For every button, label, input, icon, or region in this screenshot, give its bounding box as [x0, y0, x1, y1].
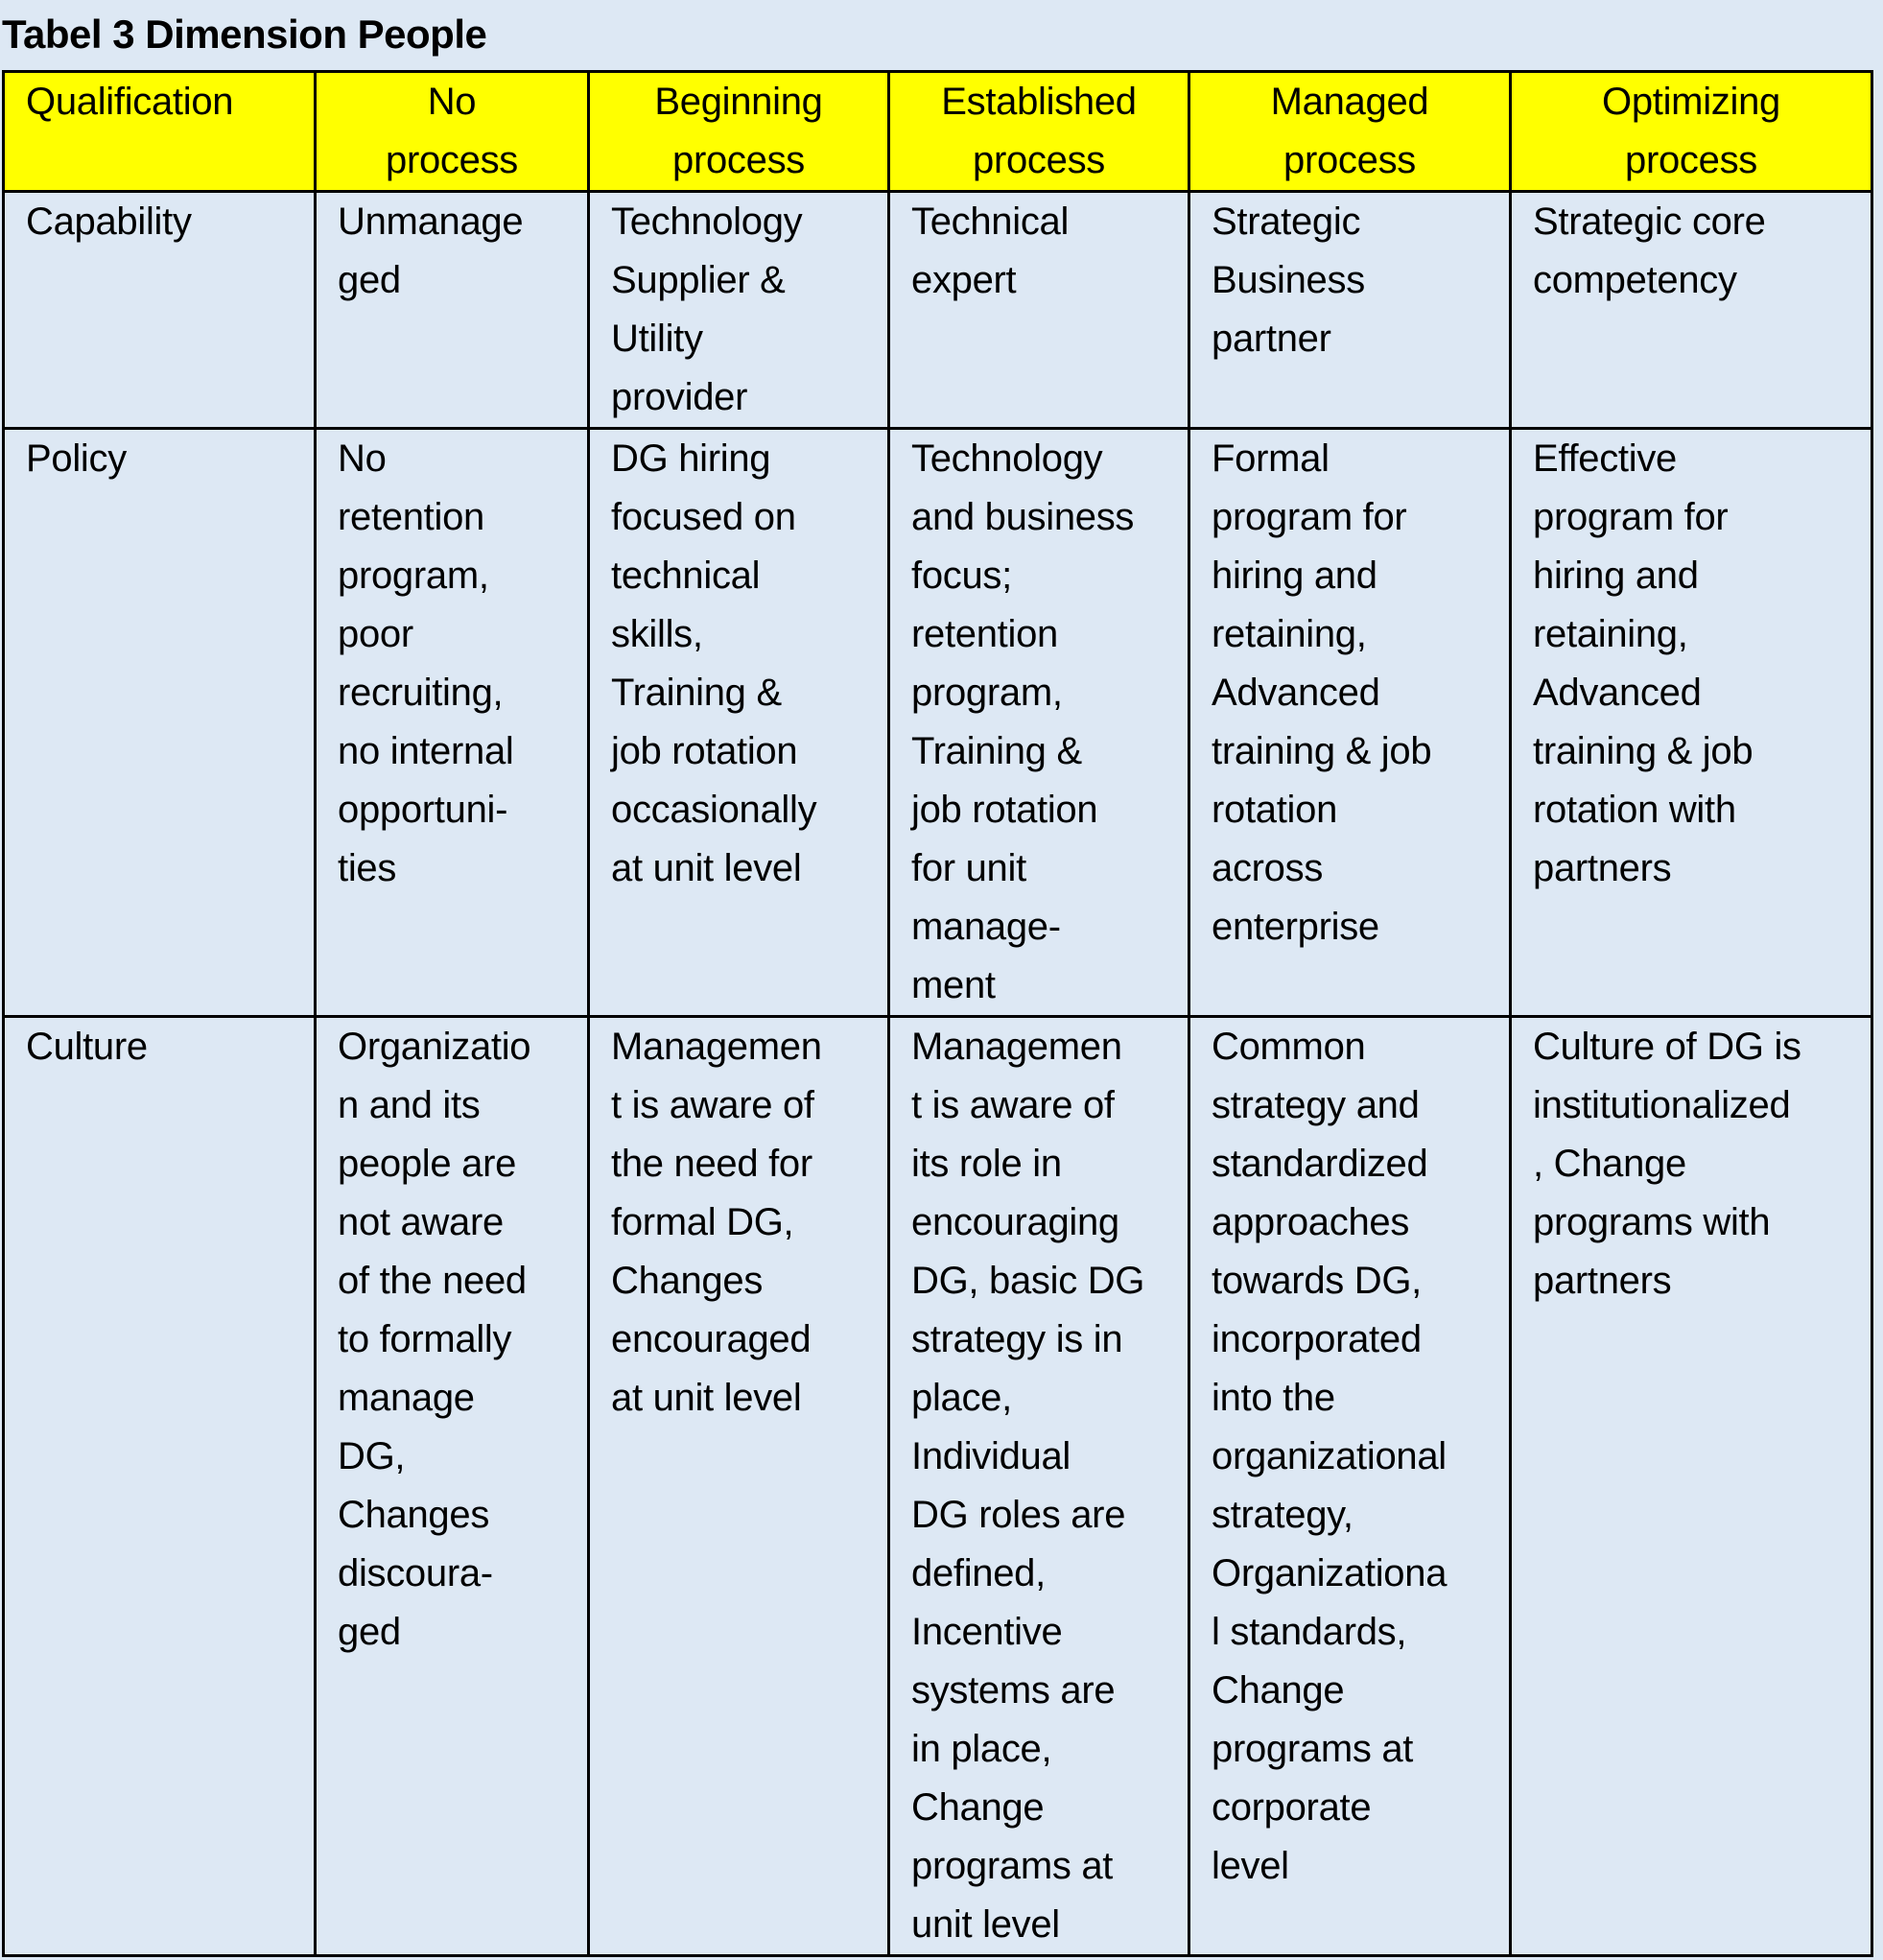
header-row	[4, 72, 1872, 192]
cell-text-line: job rotation	[911, 789, 1098, 831]
cell-text-line: No	[427, 81, 477, 123]
cell-culture-beginning	[589, 1017, 889, 1956]
table-row-culture	[4, 1017, 1872, 1956]
cell-policy-optimizing	[1511, 429, 1872, 1017]
cell-text-line: Individual	[911, 1435, 1071, 1477]
cell-culture-managed	[1189, 1017, 1511, 1956]
cell-text-line: partners	[1533, 1260, 1672, 1302]
cell-capability-established	[889, 192, 1189, 429]
cell-text-line: Qualification	[26, 81, 234, 123]
cell-text-line: process	[973, 139, 1105, 181]
cell-text-line: no internal	[338, 730, 514, 772]
cell-text-line: hiring and	[1212, 555, 1377, 597]
cell-text-line: Effective	[1533, 437, 1677, 480]
cell-text-line: l standards,	[1212, 1611, 1407, 1653]
cell-text-line: systems are	[911, 1669, 1116, 1712]
cell-text-line: program,	[338, 555, 489, 597]
cell-text-line: technical	[611, 555, 761, 597]
row-label-culture: Culture	[4, 1017, 316, 1956]
cell-text-line: organizational	[1212, 1435, 1447, 1477]
cell-text-line: program for	[1533, 496, 1729, 538]
cell-text-line: partners	[1533, 847, 1672, 889]
header-optimizing-process	[1511, 72, 1872, 192]
cell-text-line: Strategic core	[1533, 201, 1766, 243]
cell-text-line: rotation with	[1533, 789, 1736, 831]
cell-text-line: into the	[1212, 1377, 1335, 1419]
cell-policy-no-process	[316, 429, 589, 1017]
cell-capability-beginning	[589, 192, 889, 429]
cell-text-line: , Change	[1533, 1143, 1686, 1185]
cell-text-line: ged	[338, 259, 401, 301]
cell-text-line: DG,	[338, 1435, 406, 1477]
cell-text-line: retaining,	[1212, 613, 1367, 655]
cell-text-line: encouraging	[911, 1201, 1119, 1243]
cell-text-line: Advanced	[1533, 672, 1702, 714]
cell-text-line: t is aware of	[911, 1084, 1115, 1126]
cell-text-line: Common	[1212, 1026, 1366, 1068]
cell-text-line: standardized	[1212, 1143, 1428, 1185]
cell-text-line: level	[1212, 1845, 1289, 1887]
cell-text-line: corporate	[1212, 1786, 1372, 1829]
cell-text-line: Managed	[1270, 81, 1429, 123]
cell-text-line: Organizatio	[338, 1026, 531, 1068]
cell-capability-optimizing	[1511, 192, 1872, 429]
cell-culture-established	[889, 1017, 1189, 1956]
cell-text-line: strategy and	[1212, 1084, 1420, 1126]
cell-text-line: approaches	[1212, 1201, 1410, 1243]
cell-text-line: at unit level	[611, 1377, 802, 1419]
cell-text-line: occasionally	[611, 789, 817, 831]
cell-text-line: towards DG,	[1212, 1260, 1422, 1302]
cell-text-line: retention	[911, 613, 1058, 655]
people-dimension-table	[2, 70, 1873, 1957]
cell-culture-optimizing	[1511, 1017, 1872, 1956]
cell-text-line: ment	[911, 964, 996, 1006]
cell-policy-beginning	[589, 429, 889, 1017]
cell-text-line: retaining,	[1533, 613, 1688, 655]
cell-text-line: training & job	[1212, 730, 1432, 772]
header-beginning-process	[589, 72, 889, 192]
cell-text-line: of the need	[338, 1260, 527, 1302]
cell-text-line: Managemen	[911, 1026, 1122, 1068]
cell-text-line: Technology	[911, 437, 1103, 480]
cell-text-line: defined,	[911, 1552, 1046, 1594]
cell-text-line: ties	[338, 847, 397, 889]
cell-text-line: focused on	[611, 496, 796, 538]
cell-text-line: recruiting,	[338, 672, 504, 714]
cell-text-line: institutionalized	[1533, 1084, 1791, 1126]
cell-text-line: Supplier &	[611, 259, 786, 301]
cell-text-line: No	[338, 437, 387, 480]
cell-text-line: DG, basic DG	[911, 1260, 1145, 1302]
cell-text-line: ged	[338, 1611, 401, 1653]
cell-text-line: strategy is in	[911, 1318, 1123, 1360]
cell-text-line: hiring and	[1533, 555, 1699, 597]
cell-capability-no-process	[316, 192, 589, 429]
header-qualification	[4, 72, 316, 192]
cell-text-line: expert	[911, 259, 1017, 301]
cell-text-line: across	[1212, 847, 1324, 889]
cell-text-line: Business	[1212, 259, 1365, 301]
cell-policy-managed	[1189, 429, 1511, 1017]
cell-text-line: people are	[338, 1143, 517, 1185]
cell-text-line: unit level	[911, 1903, 1060, 1946]
cell-text-line: process	[1625, 139, 1757, 181]
cell-text-line: Advanced	[1212, 672, 1380, 714]
cell-text-line: programs at	[911, 1845, 1114, 1887]
cell-text-line: skills,	[611, 613, 703, 655]
cell-text-line: Utility	[611, 318, 703, 360]
cell-policy-established	[889, 429, 1189, 1017]
cell-text-line: the need for	[611, 1143, 812, 1185]
cell-text-line: Established	[941, 81, 1137, 123]
cell-text-line: program,	[911, 672, 1063, 714]
cell-text-line: Changes	[338, 1494, 490, 1536]
cell-text-line: Training &	[611, 672, 782, 714]
cell-text-line: encouraged	[611, 1318, 812, 1360]
cell-text-line: n and its	[338, 1084, 481, 1126]
cell-text-line: job rotation	[611, 730, 798, 772]
cell-text-line: training & job	[1533, 730, 1754, 772]
cell-text-line: opportuni-	[338, 789, 508, 831]
row-label-capability: Capability	[4, 192, 316, 429]
cell-text-line: Beginning	[654, 81, 823, 123]
cell-text-line: Optimizing	[1602, 81, 1780, 123]
cell-text-line: partner	[1212, 318, 1331, 360]
cell-text-line: Strategic	[1212, 201, 1361, 243]
cell-text-line: manage	[338, 1377, 475, 1419]
cell-text-line: to formally	[338, 1318, 512, 1360]
cell-text-line: DG roles are	[911, 1494, 1126, 1536]
cell-text-line: enterprise	[1212, 906, 1379, 948]
cell-text-line: Culture of DG is	[1533, 1026, 1801, 1068]
cell-text-line: Managemen	[611, 1026, 822, 1068]
cell-text-line: place,	[911, 1377, 1012, 1419]
cell-text-line: retention	[338, 496, 484, 538]
header-no-process	[316, 72, 589, 192]
cell-text-line: in place,	[911, 1728, 1052, 1770]
cell-text-line: process	[1283, 139, 1416, 181]
cell-text-line: focus;	[911, 555, 1012, 597]
cell-text-line: Change	[911, 1786, 1045, 1829]
cell-culture-no-process	[316, 1017, 589, 1956]
cell-text-line: strategy,	[1212, 1494, 1353, 1536]
cell-text-line: incorporated	[1212, 1318, 1422, 1360]
cell-text-line: provider	[611, 376, 748, 418]
cell-text-line: programs with	[1533, 1201, 1771, 1243]
cell-text-line: process	[386, 139, 518, 181]
cell-capability-managed	[1189, 192, 1511, 429]
header-established-process	[889, 72, 1189, 192]
cell-text-line: not aware	[338, 1201, 504, 1243]
table-row-policy	[4, 429, 1872, 1017]
table-row-capability	[4, 192, 1872, 429]
cell-text-line: at unit level	[611, 847, 802, 889]
table-caption: Tabel 3 Dimension People	[2, 12, 487, 57]
cell-text-line: discoura-	[338, 1552, 493, 1594]
cell-text-line: Formal	[1212, 437, 1330, 480]
cell-text-line: its role in	[911, 1143, 1062, 1185]
cell-text-line: Incentive	[911, 1611, 1063, 1653]
cell-text-line: Technology	[611, 201, 803, 243]
cell-text-line: process	[672, 139, 805, 181]
cell-text-line: and business	[911, 496, 1135, 538]
cell-text-line: program for	[1212, 496, 1407, 538]
cell-text-line: competency	[1533, 259, 1737, 301]
cell-text-line: rotation	[1212, 789, 1338, 831]
cell-text-line: Changes	[611, 1260, 764, 1302]
cell-text-line: Change	[1212, 1669, 1345, 1712]
cell-text-line: for unit	[911, 847, 1026, 889]
cell-text-line: programs at	[1212, 1728, 1414, 1770]
cell-text-line: formal DG,	[611, 1201, 794, 1243]
cell-text-line: manage-	[911, 906, 1061, 948]
cell-text-line: DG hiring	[611, 437, 771, 480]
cell-text-line: Unmanage	[338, 201, 524, 243]
row-label-policy: Policy	[4, 429, 316, 1017]
cell-text-line: Organizationa	[1212, 1552, 1448, 1594]
cell-text-line: poor	[338, 613, 413, 655]
header-managed-process	[1189, 72, 1511, 192]
cell-text-line: Training &	[911, 730, 1082, 772]
cell-text-line: Technical	[911, 201, 1070, 243]
cell-text-line: t is aware of	[611, 1084, 814, 1126]
